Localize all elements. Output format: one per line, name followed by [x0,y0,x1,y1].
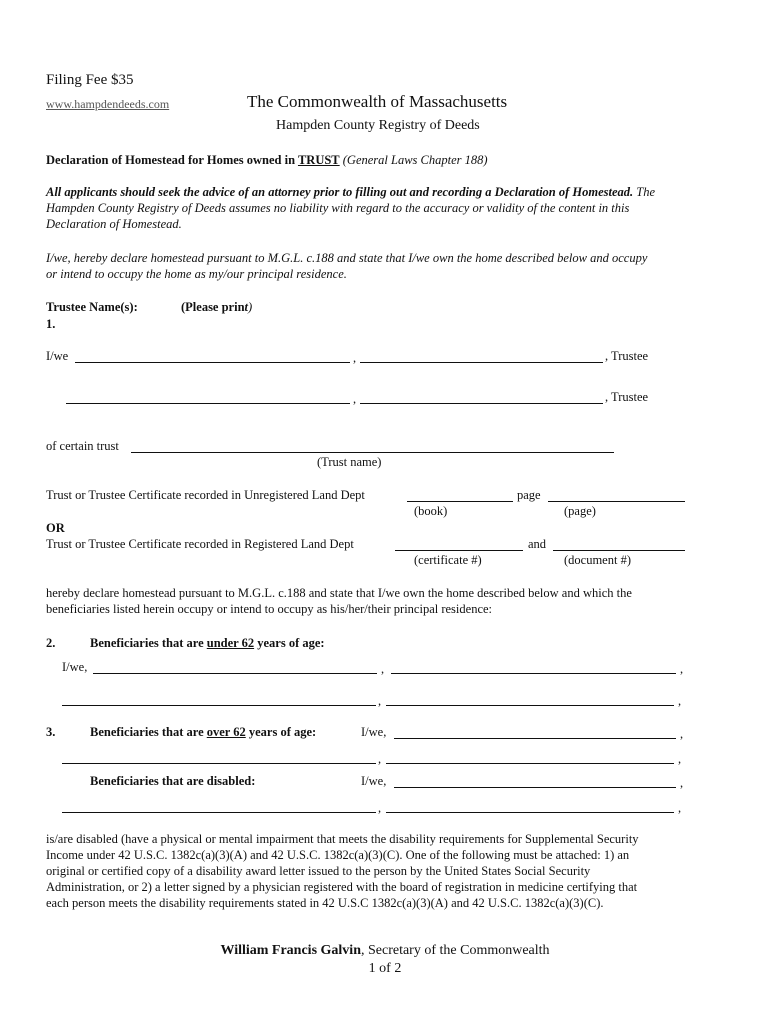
comma: , [378,801,382,815]
comma: , [381,662,385,676]
disabled-heading: Beneficiaries that are disabled: [90,774,256,788]
iwe-label: I/we [46,349,69,363]
filing-fee: Filing Fee $35 [46,72,134,88]
unregistered-land-label: Trust or Trustee Certificate recorded in Unregistered Land Dept [46,488,365,502]
advice-line-1: All applicants should seek the advice of an attorney prior to filling out and recording a Declaration of Homestead. The [46,185,656,199]
declare-line-1: hereby declare homestead pursuant to M.G.L. c.188 and state that I/we own the home described below and which the [46,586,632,600]
intent-line-1: I/we, hereby declare homestead pursuant to M.G.L. c.188 and state that I/we own the home described below and occupy [46,251,648,265]
and-label: and [528,537,547,551]
trustee-name-field-4[interactable] [360,403,603,404]
comma: , [680,727,684,741]
disability-line-4: Administration, or 2) a letter signed by a physician registered with the board of registration in medicine certifying that [46,880,638,894]
iwe-label: I/we, [361,774,387,788]
section-3-number: 3. [46,725,56,739]
beneficiary-over-62-field-2[interactable] [62,763,376,764]
disability-line-2: Income under 42 U.S.C. 1382c(a)(3)(A) and 42 U.S.C. 1382c(a)(3)(C). One of the following must be attached: 1) an [46,848,630,862]
comma: , [680,776,684,790]
beneficiary-under-62-field-2[interactable] [391,673,676,674]
document-caption: (document #) [564,553,631,567]
iwe-label: I/we, [62,660,88,674]
comma: , [680,662,684,676]
beneficiary-under-62-field-1[interactable] [93,673,377,674]
page-title: The Commonwealth of Massachusetts [247,92,508,111]
document-field[interactable] [553,550,685,551]
trustee-label: , Trustee [605,349,649,363]
beneficiary-disabled-field-2[interactable] [62,812,376,813]
advice-line-3: Declaration of Homestead. [46,217,182,231]
page-label: page [517,488,541,502]
comma: , [678,694,682,708]
trustee-name-field-2[interactable] [360,362,603,363]
intent-line-2: or intend to occupy the home as my/our principal residence. [46,267,347,281]
comma: , [378,752,382,766]
trustee-number: 1. [46,317,56,331]
page-caption: (page) [564,504,596,518]
disability-line-3: original or certified copy of a disability award letter issued to the person by the United States Social Security [46,864,591,878]
website-link[interactable]: www.hampdendeeds.com [46,97,170,111]
trustee-name-field-3[interactable] [66,403,350,404]
declaration-heading: Declaration of Homestead for Homes owned in TRUST (General Laws Chapter 188) [46,153,488,167]
section-2-number: 2. [46,636,56,650]
trust-name-field[interactable] [131,452,614,453]
comma: , [378,694,382,708]
please-print-note: (Please print) [181,300,253,314]
trustee-names-label: Trustee Name(s): [46,300,138,314]
beneficiary-over-62-field-1[interactable] [394,738,676,739]
registered-land-label: Trust or Trustee Certificate recorded in Registered Land Dept [46,537,354,551]
disability-line-1: is/are disabled (have a physical or mental impairment that meets the disability requirements for Supplemental Security [46,832,639,846]
comma: , [353,392,357,406]
certificate-caption: (certificate #) [414,553,482,567]
footer-signature: William Francis Galvin, Secretary of the Commonwealth [220,943,550,958]
or-label: OR [46,521,65,535]
declare-line-2: beneficiaries listed herein occupy or intend to occupy as his/her/their principal residence: [46,602,493,616]
trustee-name-field-1[interactable] [75,362,350,363]
beneficiary-under-62-field-4[interactable] [386,705,674,706]
page-number: 1 of 2 [368,961,402,976]
page-field[interactable] [548,501,685,502]
iwe-label: I/we, [361,725,387,739]
disability-line-5: each person meets the disability requirements stated in 42 U.S.C 1382c(a)(3)(A) and 42 U.S.C. 1382c(a)(3)(C). [46,896,604,910]
certain-trust-label: of certain trust [46,439,119,453]
beneficiary-over-62-field-3[interactable] [386,763,674,764]
certificate-field[interactable] [395,550,523,551]
comma: , [353,351,357,365]
advice-line-2: Hampden County Registry of Deeds assumes no liability with regard to the accuracy or validity of the content in this [46,201,630,215]
beneficiary-disabled-field-3[interactable] [386,812,674,813]
book-field[interactable] [407,501,513,502]
section-3-heading: Beneficiaries that are over 62 years of age: [90,725,317,739]
beneficiary-disabled-field-1[interactable] [394,787,676,788]
page-subtitle: Hampden County Registry of Deeds [276,118,480,133]
comma: , [678,801,682,815]
book-caption: (book) [414,504,448,518]
trust-name-caption: (Trust name) [317,455,382,469]
section-2-heading: Beneficiaries that are under 62 years of age: [90,636,325,650]
trustee-label: , Trustee [605,390,649,404]
comma: , [678,752,682,766]
beneficiary-under-62-field-3[interactable] [62,705,376,706]
